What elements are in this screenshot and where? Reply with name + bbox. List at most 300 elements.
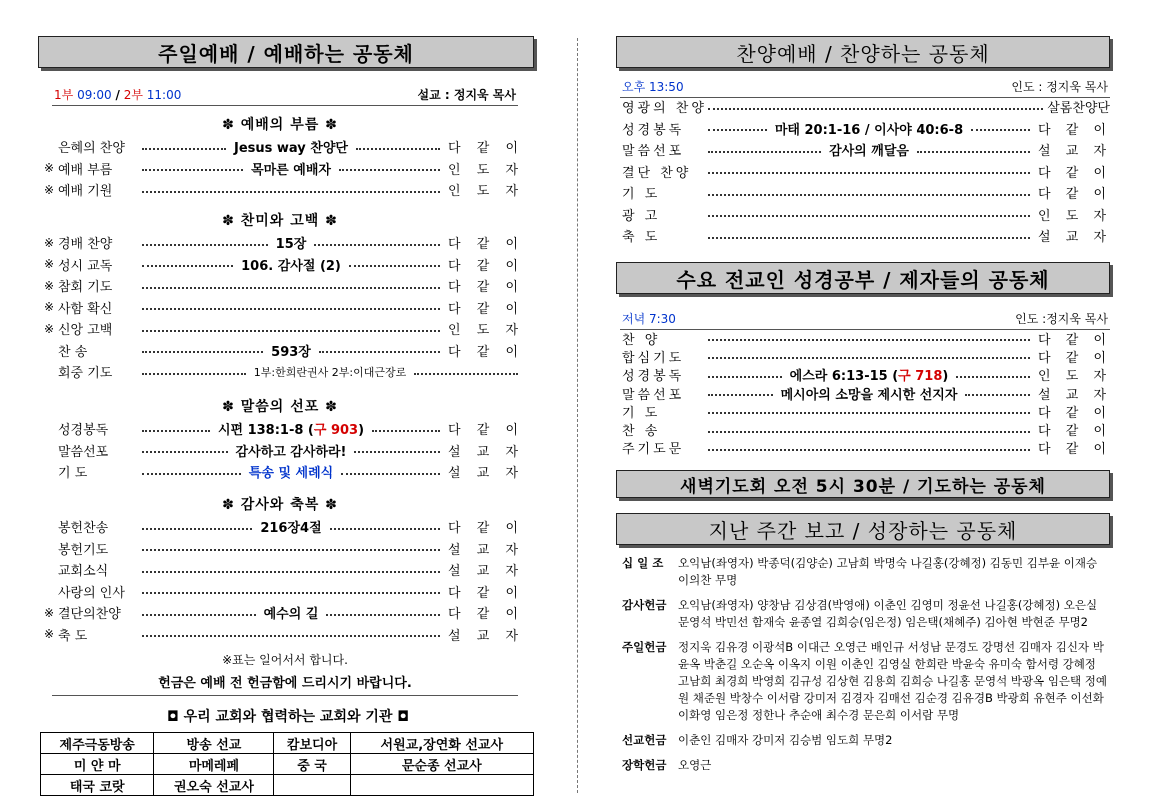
leader-char: 같	[1065, 187, 1079, 203]
leader-char: 자	[1093, 144, 1106, 160]
leader-char: 같	[476, 237, 490, 253]
dot-leader	[708, 237, 1030, 239]
item-label: 기 도	[58, 466, 88, 482]
partners-row	[41, 754, 534, 775]
item-label: 경배 찬양	[58, 237, 113, 253]
stand-mark: ※	[43, 161, 54, 176]
dot-leader	[142, 287, 440, 289]
item-label: 봉헌기도	[58, 542, 109, 558]
leader-char: 인	[1038, 208, 1051, 224]
leader-char: 이	[1093, 165, 1106, 181]
dot-leader	[708, 357, 1030, 359]
item-leader	[1034, 384, 1110, 402]
dot-leader	[708, 394, 773, 396]
item-label: 사함 확신	[58, 301, 113, 317]
dot-leader	[708, 412, 1030, 414]
report-row	[616, 555, 1110, 589]
dot-leader	[142, 191, 440, 193]
order-row	[38, 158, 522, 180]
leader-char: 이	[1093, 442, 1106, 458]
item-content	[245, 462, 337, 481]
service2-time: 11:00	[146, 88, 182, 102]
section-rows	[38, 418, 522, 483]
dot-leader	[314, 244, 440, 246]
item-label: 성경봉독	[58, 423, 109, 439]
leader-char: 인	[448, 162, 461, 178]
order-row	[38, 275, 522, 297]
stand-mark: ※	[43, 278, 54, 293]
leader-char: 같	[476, 301, 490, 317]
leader-char: 교	[476, 542, 490, 558]
order-row	[38, 440, 522, 462]
dot-leader	[708, 172, 1030, 174]
order-row	[620, 225, 1110, 247]
item-content	[786, 366, 953, 384]
stand-mark: ※	[43, 605, 54, 620]
leader-char: 같	[1065, 350, 1079, 366]
item-text: 감사하고 감사하라!	[235, 444, 347, 460]
item-leader	[444, 159, 522, 178]
item-text: 목마른 예배자	[251, 162, 331, 178]
order-row	[38, 538, 522, 560]
dawn-prayer-banner: 새벽기도회 오전 5시 30분 / 기도하는 공동체	[616, 470, 1110, 498]
item-label: 주기도문	[622, 442, 685, 458]
dot-leader	[971, 129, 1030, 131]
order-row	[620, 182, 1110, 204]
leader-char: 도	[1065, 208, 1079, 224]
wednesday-order	[620, 329, 1110, 457]
leader-char: 다	[1038, 332, 1051, 348]
order-row	[38, 232, 522, 254]
leader-char: 같	[1065, 442, 1079, 458]
item-label: 찬 송	[58, 344, 88, 360]
order-row	[38, 254, 522, 276]
leader-char: 같	[476, 607, 490, 623]
item-content	[272, 233, 311, 252]
leader-char: 다	[448, 607, 461, 623]
partners-section	[40, 692, 536, 796]
dot-leader	[142, 430, 210, 432]
leader-char: 교	[476, 564, 490, 580]
dot-leader	[708, 339, 1030, 341]
leader-char: 이	[1093, 332, 1106, 348]
dot-leader	[339, 169, 440, 171]
section-title: ✽ 말씀의 선포 ✽	[222, 399, 338, 415]
report-names: 이춘인 김매자 강미저 김승범 임도희 무명2	[678, 733, 893, 747]
worship-section	[38, 114, 522, 201]
item-leader	[1034, 347, 1110, 365]
leader-char: 다	[448, 301, 461, 317]
weekly-report	[616, 547, 1110, 774]
leader-char: 이	[505, 141, 518, 157]
report-label: 장학헌금	[622, 758, 667, 772]
weekly-report-banner: 지난 주간 보고 / 성장하는 공동체	[616, 513, 1110, 545]
item-text-end: )	[942, 369, 949, 384]
dot-leader	[142, 549, 440, 551]
dot-leader	[708, 108, 1043, 110]
leader-char: 자	[1093, 387, 1106, 403]
leader-char: 자	[505, 466, 518, 482]
report-row	[616, 757, 1110, 774]
dot-leader	[142, 244, 268, 246]
section-rows	[38, 136, 522, 201]
order-row	[620, 329, 1110, 347]
item-leader	[1034, 366, 1110, 384]
order-row	[620, 439, 1110, 457]
item-leader	[444, 319, 522, 338]
leader-char: 자	[1093, 369, 1106, 384]
leader-char: 다	[448, 344, 461, 360]
leader-char: 다	[1038, 187, 1051, 203]
item-leader	[444, 255, 522, 274]
praise-service-banner: 찬양예배 / 찬양하는 공동체	[616, 36, 1110, 68]
section-rows	[38, 232, 522, 383]
leader-char: 이	[1093, 122, 1106, 138]
partner-cell: 문순종 선교사	[350, 754, 533, 775]
item-leader	[1034, 226, 1110, 245]
leader-char: 다	[448, 141, 461, 157]
item-content	[256, 517, 325, 536]
dot-leader	[708, 376, 782, 378]
item-text: 593장	[271, 344, 311, 360]
order-row	[38, 602, 522, 624]
item-label: 말씀선포	[622, 387, 685, 403]
item-leader	[1034, 420, 1110, 438]
dot-leader	[142, 571, 440, 573]
partner-cell: 방송 선교	[154, 733, 274, 754]
service-times	[54, 86, 181, 103]
section-rows	[38, 516, 522, 645]
item-label: 결단 찬양	[622, 165, 692, 181]
leader-char: 교	[476, 628, 490, 644]
item-leader	[1034, 402, 1110, 420]
item-leader	[444, 419, 522, 438]
leader-char: 이	[1093, 187, 1106, 203]
service-sep: /	[115, 88, 120, 102]
section-title: ✽ 감사와 축복 ✽	[222, 497, 338, 513]
item-leader	[444, 462, 522, 481]
dot-leader	[142, 473, 241, 475]
notes	[52, 651, 518, 696]
stand-mark: ※	[43, 235, 54, 250]
item-leader	[444, 517, 522, 536]
order-row	[620, 366, 1110, 384]
stand-mark: ※	[43, 321, 54, 336]
item-label: 예배 기원	[58, 184, 113, 200]
dot-leader	[917, 151, 1030, 153]
order-row	[620, 161, 1110, 183]
leader-char: 같	[476, 521, 490, 537]
item-text: 예수의 길	[263, 607, 319, 623]
stand-mark: ※	[43, 627, 54, 642]
item-label: 영광의 찬양	[622, 101, 707, 117]
item-content	[232, 441, 351, 460]
partner-cell: 미 얀 마	[41, 754, 154, 775]
dot-leader	[414, 373, 518, 375]
item-label: 찬 양	[622, 332, 661, 348]
item-label: 참회 기도	[58, 280, 113, 296]
item-content	[777, 384, 962, 402]
wednesday-study-banner: 수요 전교인 성경공부 / 제자들의 공동체	[616, 262, 1110, 294]
partners-title: ◘ 우리 교회와 협력하는 교회와 기관 ◘	[166, 709, 410, 725]
order-row	[38, 179, 522, 201]
order-row	[38, 581, 522, 603]
leader-char: 이	[505, 237, 518, 253]
item-leader	[444, 276, 522, 295]
item-leader	[444, 233, 522, 252]
leader-char: 같	[1065, 122, 1079, 138]
worship-section	[38, 210, 522, 383]
item-label: 기 도	[622, 405, 661, 421]
item-content	[250, 364, 410, 380]
order-row	[620, 118, 1110, 140]
order-row	[38, 559, 522, 581]
dot-leader	[142, 148, 226, 150]
leader-char: 교	[1065, 387, 1079, 403]
leader-char: 도	[1065, 369, 1079, 384]
item-label: 축 도	[622, 230, 661, 246]
column-divider	[577, 38, 578, 793]
leader-char: 이	[505, 280, 518, 296]
order-row	[620, 384, 1110, 402]
item-content	[260, 603, 323, 622]
dot-leader	[372, 430, 440, 432]
leader-char: 다	[448, 423, 461, 439]
report-names: 오익남(좌영자) 박종덕(김양순) 고남희 박명숙 나길홍(강혜정) 김동민 김부윤 이재승 이의찬 무명	[678, 556, 1098, 587]
preacher: 설교 : 정지욱 목사	[417, 88, 516, 102]
item-label: 성경봉독	[622, 369, 685, 384]
item-label: 기 도	[622, 187, 661, 203]
leader-char: 다	[448, 280, 461, 296]
leader-char: 설	[1038, 387, 1051, 403]
item-leader	[444, 560, 522, 579]
leader-char: 같	[1065, 424, 1079, 439]
stand-mark: ※	[43, 300, 54, 315]
partner-cell: 캄보디아	[274, 733, 350, 754]
leader-char: 인	[448, 323, 461, 339]
item-content	[771, 119, 967, 138]
section-title: ✽ 예배의 부름 ✽	[222, 117, 338, 133]
leader-char: 이	[505, 607, 519, 623]
item-leader	[1034, 162, 1110, 181]
dot-leader	[142, 528, 252, 530]
leader-char: 같	[476, 280, 490, 296]
dot-leader	[708, 129, 767, 131]
order-row	[620, 139, 1110, 161]
dot-leader	[326, 614, 440, 616]
praise-leader: 인도 : 정지욱 목사	[1011, 80, 1108, 94]
order-row	[38, 418, 522, 440]
item-text: 메시아의 소망을 제시한 선지자	[780, 387, 958, 403]
item-content	[237, 255, 345, 274]
leader-char: 같	[1065, 165, 1079, 181]
item-label: 말씀선포	[622, 144, 685, 160]
report-names: 오영근	[678, 758, 712, 772]
leader-char: 도	[476, 184, 490, 200]
item-label: 성경봉독	[622, 122, 685, 138]
order-row	[38, 624, 522, 646]
item-label: 합심기도	[622, 350, 685, 366]
leader-char: 자	[1093, 208, 1106, 224]
item-leader	[1034, 140, 1110, 159]
service1-label: 1부	[54, 88, 74, 102]
dot-leader	[142, 451, 228, 453]
leader-char: 다	[1038, 405, 1051, 421]
item-leader	[1034, 119, 1110, 138]
dot-leader	[142, 308, 440, 310]
leader-char: 같	[476, 344, 490, 360]
partners-table	[40, 732, 534, 796]
leader-char: 도	[476, 323, 490, 339]
order-row	[620, 96, 1110, 118]
item-text: 에스라 6:13-15 (	[789, 369, 899, 384]
order-row	[620, 420, 1110, 438]
leader-char: 자	[1093, 230, 1106, 246]
dot-leader	[142, 614, 256, 616]
leader-char: 자	[505, 564, 518, 580]
partners-row	[41, 775, 534, 796]
dot-leader	[965, 394, 1030, 396]
report-names: 정지욱 김유경 이광석B 이대근 오영근 배인규 서성남 문경도 강명선 김매자 김신자 박윤옥 박춘길 오순옥 이옥지 이원 이춘인 김영실 한희란 박윤숙 유미숙 함서령 강혜정 고남희 최경희 박영희 김규성 김상현 김용희 김희승 나길홍 문영석 박광옥 임은택 정예원 채준원 박창수 이서람 강미저 김경자 김매선 김순경 김유경B 박광희 유현주 이선화 이화영 임은정 정한나 추순애 최수경 문은희 이서람 무명	[678, 640, 1108, 722]
dot-leader	[142, 330, 440, 332]
leader-char: 자	[505, 542, 518, 558]
item-label: 봉헌찬송	[58, 521, 109, 537]
item-leader	[444, 137, 522, 156]
item-leader	[444, 582, 522, 601]
praise-time: 오후 13:50	[622, 80, 684, 94]
leader-char: 설	[448, 628, 461, 644]
item-label: 결단의찬양	[58, 607, 121, 623]
leader-char: 설	[1038, 144, 1051, 160]
dot-leader	[319, 351, 440, 353]
dot-leader	[708, 151, 821, 153]
dot-leader	[142, 265, 233, 267]
praise-info-line	[620, 78, 1110, 98]
item-content	[247, 159, 335, 178]
dot-leader	[356, 148, 440, 150]
dot-leader	[708, 215, 1030, 217]
stand-note: ※표는 일어서서 합니다.	[222, 653, 348, 667]
leader-char: 자	[505, 628, 518, 644]
leader-char: 교	[476, 466, 490, 482]
report-label: 십 일 조	[622, 556, 664, 570]
partner-cell	[274, 775, 350, 796]
dot-leader	[341, 473, 440, 475]
service1-time: 09:00	[77, 88, 112, 102]
partners-row	[41, 733, 534, 754]
leader-char: 교	[476, 444, 490, 460]
item-text: 106. 감사절 (2)	[241, 258, 341, 274]
section-title: ✽ 찬미와 고백 ✽	[222, 213, 338, 229]
service-info-line	[52, 86, 518, 106]
item-label: 찬 송	[622, 424, 661, 439]
leader-char: 같	[476, 258, 490, 274]
item-label: 신앙 고백	[58, 323, 113, 339]
dot-leader	[142, 373, 246, 375]
wednesday-leader: 인도 :정지욱 목사	[1015, 312, 1108, 326]
order-row	[620, 204, 1110, 226]
stand-mark: ※	[43, 257, 54, 272]
leader-char: 같	[1065, 332, 1079, 348]
dot-leader	[349, 265, 440, 267]
leader-char: 자	[505, 162, 518, 178]
hymn-number: 구 903	[313, 423, 359, 439]
leader-char: 자	[505, 323, 518, 339]
item-label: 예배 부름	[58, 162, 113, 178]
stand-mark: ※	[43, 182, 54, 197]
dot-leader	[708, 431, 1030, 433]
report-row	[616, 732, 1110, 749]
leader-char: 이	[1093, 424, 1106, 439]
leader-char: 이	[1093, 350, 1106, 366]
dot-leader	[142, 635, 440, 637]
item-text: 감사의 깨달음	[829, 144, 909, 160]
leader-char: 이	[505, 423, 518, 439]
dot-leader	[708, 194, 1030, 196]
leader-char: 다	[448, 258, 461, 274]
item-text-end: )	[358, 423, 365, 439]
praise-order	[620, 96, 1110, 247]
leader-char: 도	[476, 162, 490, 178]
leader-char: 다	[1038, 350, 1051, 366]
order-row	[620, 402, 1110, 420]
leader-char: 같	[476, 141, 490, 157]
special-item: 특송 및 세례식	[248, 466, 334, 482]
leader-char: 인	[1038, 369, 1051, 384]
leader-char: 다	[448, 521, 461, 537]
dot-leader	[142, 169, 243, 171]
order-row	[38, 340, 522, 362]
leader-char: 교	[1065, 230, 1079, 246]
item-label: 축 도	[58, 628, 88, 644]
report-label: 주일헌금	[622, 640, 667, 654]
service2-label: 2부	[123, 88, 143, 102]
report-names: 오익남(좌영자) 양창남 김상겸(박영애) 이춘인 김영미 정윤선 나길홍(강혜정) 오은실 문영석 박민선 함재숙 윤종열 김희승(임은정) 임은택(채혜주) 김아현 박현준 무명2	[678, 598, 1098, 629]
partner-cell: 권오숙 선교사	[154, 775, 274, 796]
item-leader	[1034, 205, 1110, 224]
leader-char: 다	[448, 237, 461, 253]
leader-char: 자	[505, 444, 519, 460]
leader-char: 설	[448, 542, 461, 558]
item-label: 성시 교독	[58, 258, 113, 274]
worship-section	[38, 396, 522, 483]
dot-leader	[956, 376, 1030, 378]
item-label: 사랑의 인사	[58, 585, 125, 601]
leader-char: 이	[505, 258, 519, 274]
leader-char: 같	[476, 585, 490, 601]
item-label: 회중 기도	[58, 366, 113, 382]
item-text: 마태 20:1-16 / 이사야 40:6-8	[774, 122, 964, 138]
item-leader	[1034, 183, 1110, 202]
leader-char: 설	[448, 564, 461, 580]
partner-cell: 태국 코랏	[41, 775, 154, 796]
order-row	[38, 318, 522, 340]
leader-char: 다	[1038, 442, 1051, 458]
dot-leader	[142, 592, 440, 594]
partner-cell: 중 국	[274, 754, 350, 775]
leader-char: 설	[448, 466, 461, 482]
leader-char: 자	[505, 184, 518, 200]
leader-char: 교	[1065, 144, 1079, 160]
leader-char: 다	[448, 585, 461, 601]
leader-char: 설	[448, 444, 461, 460]
leader-char: 같	[1065, 405, 1079, 421]
item-leader	[444, 341, 522, 360]
leader-char: 다	[1038, 424, 1051, 439]
item-leader	[444, 298, 522, 317]
item-content	[214, 419, 368, 438]
order-row	[38, 297, 522, 319]
